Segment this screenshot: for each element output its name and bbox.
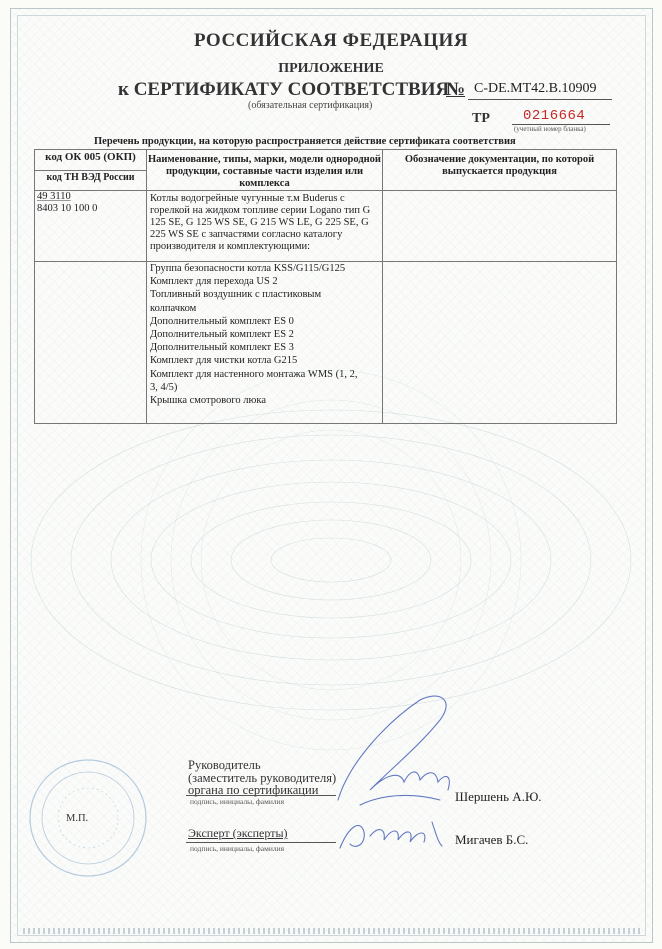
- accessory-item: Топливный воздушник с пластиковым: [150, 289, 322, 301]
- accessory-item: 3, 4/5): [150, 381, 178, 393]
- seal-label: М.П.: [66, 813, 89, 824]
- accessory-item: Дополнительный комплект ES 0: [150, 315, 294, 327]
- head-name: Шершень А.Ю.: [455, 789, 542, 804]
- accessory-item: Дополнительный комплект ES 2: [150, 329, 294, 341]
- head-role-line: Руководитель: [188, 758, 261, 772]
- accessory-item: Дополнительный комплект ES 3: [150, 342, 294, 354]
- table-row: [35, 262, 617, 424]
- accessory-item: Комплект для настенного монтажа WMS (1, 2,: [150, 368, 358, 380]
- documents-cell: [383, 191, 617, 262]
- accessory-item: Группа безопасности котла KSS/G115/G125: [150, 263, 346, 274]
- description-cell: [147, 191, 383, 262]
- expert-role: Эксперт (эксперты): [188, 826, 288, 840]
- header-product-name: Наименование, типы, марки, модели однородной продукции, составные части изделия или комплекса: [147, 150, 383, 191]
- head-signature-line: [186, 795, 336, 796]
- expert-name: Мигачев Б.С.: [455, 832, 529, 847]
- code-tn-value: 8403 10 100 0: [37, 203, 98, 214]
- code-cell: [35, 191, 147, 262]
- code-okp-value: 49 3110: [37, 191, 71, 202]
- head-role-line: (заместитель руководителя): [188, 770, 337, 785]
- blank-number: 0216664: [523, 108, 586, 124]
- head-signature-caption: подпись, инициалы, фамилия: [190, 797, 285, 806]
- head-role-line: органа по сертификации: [188, 783, 319, 797]
- head-role: [188, 759, 336, 797]
- certificate-number-underline: [468, 99, 612, 100]
- tp-label: ТР: [472, 111, 490, 126]
- documents-cell-empty: [383, 262, 617, 424]
- country-title: РОССИЙСКАЯ ФЕДЕРАЦИЯ: [193, 30, 469, 51]
- certificate-title: к СЕРТИФИКАТУ СООТВЕТСТВИЯ: [118, 79, 450, 100]
- blank-number-note: (учетный номер бланка): [514, 125, 586, 133]
- appendix-title: ПРИЛОЖЕНИЕ: [278, 61, 384, 76]
- header-documents: Обозначение документации, по которой выпускается продукция: [383, 150, 617, 191]
- product-list-heading: Перечень продукции, на которую распространяется действие сертификата соответствия: [94, 136, 516, 147]
- product-description: Котлы водогрейные чугунные т.м Buderus с горелкой на жидком топливе серии Logano тип G 125 SE, G 125 WS SE, G 215 WS LE, G 225 SE, G 225 WS SE с запчастями согласно каталогу производителя и комплектующими:: [150, 193, 371, 252]
- header-code-okp: код ОК 005 (ОКП): [35, 150, 147, 171]
- accessory-item: Комплект для перехода US 2: [150, 276, 278, 288]
- table-header-row: [35, 150, 617, 171]
- accessories-cell: [147, 262, 383, 424]
- bottom-security-strip: [23, 928, 640, 934]
- table-row: [35, 191, 617, 262]
- code-cell-empty: [35, 262, 147, 424]
- accessory-item: Крышка смотрового люка: [150, 395, 266, 407]
- certificate-number: C-DE.MT42.B.10909: [474, 81, 597, 96]
- mandatory-note: (обязательная сертификация): [248, 100, 373, 111]
- product-table: [34, 149, 617, 424]
- header-code-tn: код ТН ВЭД России: [35, 170, 147, 191]
- expert-signature-line: [186, 842, 336, 843]
- accessory-item: колпачком: [150, 302, 197, 314]
- number-sign: №: [446, 79, 466, 100]
- accessory-item: Комплект для чистки котла G215: [150, 355, 298, 367]
- expert-signature-caption: подпись, инициалы, фамилия: [190, 844, 285, 853]
